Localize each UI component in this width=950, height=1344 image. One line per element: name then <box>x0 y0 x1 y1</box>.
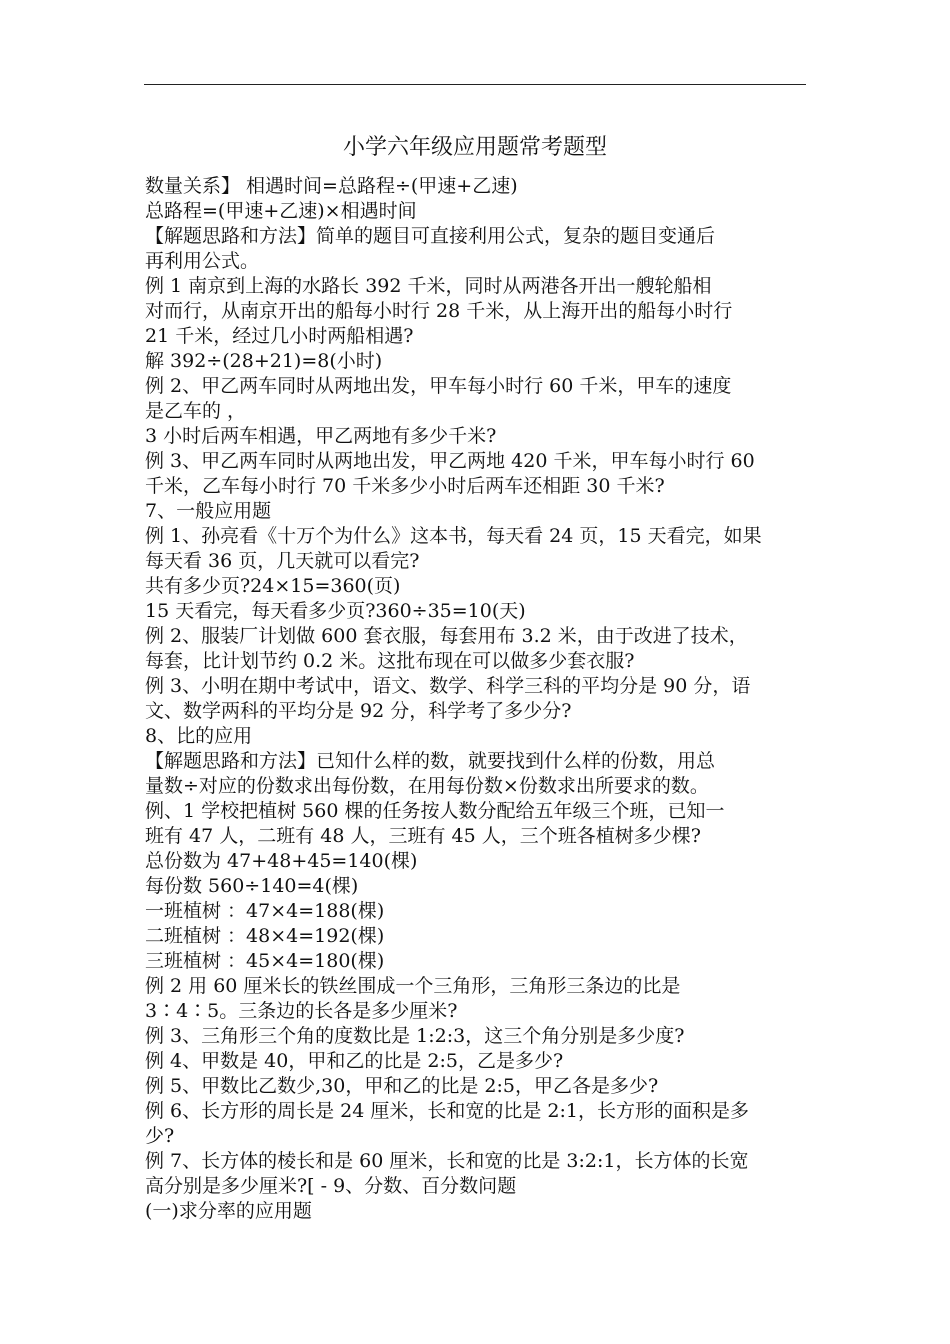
text-line: 例 5、甲数比乙数少,30，甲和乙的比是 2:5，甲乙各是多少? <box>145 1075 659 1097</box>
text-line: 例 1、孙亮看《十万个为什么》这本书，每天看 24 页，15 天看完，如果 <box>145 525 762 547</box>
text-line: 一班植树 ：47×4=188(棵) <box>145 900 385 922</box>
document-title: 小学六年级应用题常考题型 <box>342 135 607 160</box>
text-line: 解 392÷(28+21)=8(小时) <box>145 350 383 372</box>
text-line: 例 2 用 60 厘米长的铁丝围成一个三角形，三角形三条边的比是 <box>145 975 681 997</box>
text-line: 例 2、甲乙两车同时从两地出发，甲车每小时行 60 千米，甲车的速度 <box>145 375 732 397</box>
text-line: 例 7、长方体的棱长和是 60 厘米，长和宽的比是 3:2:1，长方体的长宽 <box>145 1150 749 1172</box>
text-line: 例 3、小明在期中考试中，语文、数学、科学三科的平均分是 90 分，语 <box>145 675 751 697</box>
text-line: 班有 47 人，二班有 48 人，三班有 45 人，三个班各植树多少棵? <box>145 825 701 847</box>
text-line: 例 4、甲数是 40，甲和乙的比是 2:5，乙是多少? <box>145 1050 564 1072</box>
text-line: 二班植树 ：48×4=192(棵) <box>145 925 385 947</box>
text-line: 【解题思路和方法】已知什么样的数，就要找到什么样的份数，用总 <box>145 750 716 772</box>
text-line: 三班植树 ：45×4=180(棵) <box>145 950 385 972</box>
text-line: 8、比的应用 <box>145 725 253 747</box>
text-line: 千米，乙车每小时行 70 千米多少小时后两车还相距 30 千米? <box>145 475 665 497</box>
text-line: 例 3、三角形三个角的度数比是 1:2:3，这三个角分别是多少度? <box>145 1025 685 1047</box>
text-line: 少? <box>145 1125 175 1147</box>
text-line: (一)求分率的应用题 <box>145 1200 312 1222</box>
text-line: 例 3、甲乙两车同时从两地出发，甲乙两地 420 千米，甲车每小时行 60 <box>145 450 755 472</box>
header-rule <box>144 84 806 85</box>
text-line: 文、数学两科的平均分是 92 分，科学考了多少分? <box>145 700 572 722</box>
text-line: 是乙车的 ， <box>145 400 247 422</box>
text-line: 例、1 学校把植树 560 棵的任务按人数分配给五年级三个班，已知一 <box>145 800 725 822</box>
text-line: 21 千米，经过几小时两船相遇? <box>145 325 414 347</box>
text-line: 每套，比计划节约 0.2 米。这批布现在可以做多少套衣服? <box>145 650 635 672</box>
text-line: 例 2、服装厂计划做 600 套衣服，每套用布 3.2 米，由于改进了技术， <box>145 625 748 647</box>
text-line: 每份数 560÷140=4(棵) <box>145 875 359 897</box>
text-line: 量数÷对应的份数求出每份数，在用每份数×份数求出所要求的数。 <box>145 775 709 797</box>
text-line: 每天看 36 页，几天就可以看完? <box>145 550 420 572</box>
text-line: 高分别是多少厘米?[ - 9、分数、百分数问题 <box>145 1175 517 1197</box>
document-body <box>145 174 811 1224</box>
text-line: 7、一般应用题 <box>145 500 272 522</box>
text-line: 对而行，从南京开出的船每小时行 28 千米，从上海开出的船每小时行 <box>145 300 733 322</box>
text-line: 数量关系】 相遇时间=总路程÷(甲速+乙速) <box>145 175 518 197</box>
text-line: 3∶4∶5。三条边的长各是多少厘米? <box>145 1000 458 1022</box>
text-line: 共有多少页?24×15=360(页) <box>145 575 401 597</box>
text-line: 例 1 南京到上海的水路长 392 千米，同时从两港各开出一艘轮船相 <box>145 275 712 297</box>
text-line: 总路程=(甲速+乙速)×相遇时间 <box>145 200 417 222</box>
text-line: 总份数为 47+48+45=140(棵) <box>145 850 418 872</box>
text-line: 例 6、长方形的周长是 24 厘米，长和宽的比是 2:1，长方形的面积是多 <box>145 1100 750 1122</box>
text-line: 【解题思路和方法】简单的题目可直接利用公式，复杂的题目变通后 <box>145 225 716 247</box>
text-line: 3 小时后两车相遇，甲乙两地有多少千米? <box>145 425 497 447</box>
text-line: 再利用公式。 <box>145 250 260 272</box>
text-line: 15 天看完，每天看多少页?360÷35=10(天) <box>145 600 526 622</box>
